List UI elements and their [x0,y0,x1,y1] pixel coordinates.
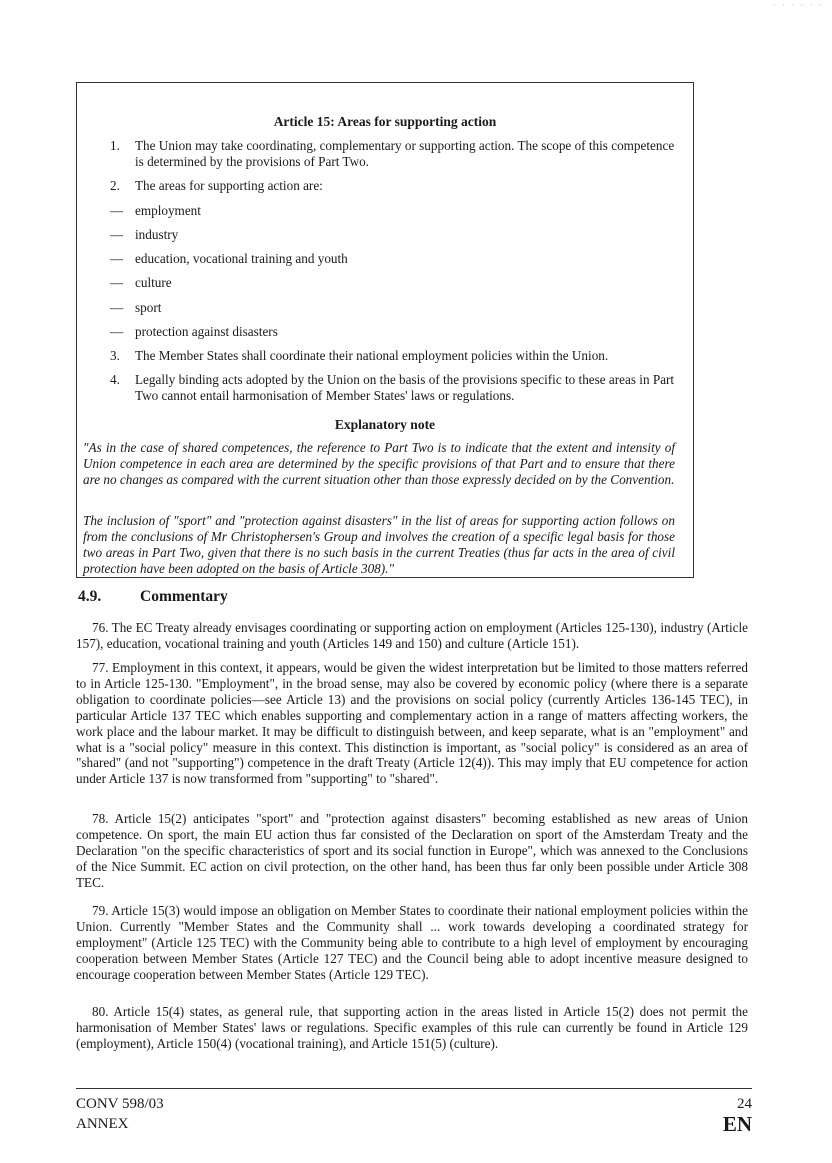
section-heading [78,588,228,606]
document-reference: CONV 598/03 [76,1096,164,1112]
point-text: The areas for supporting action are: [135,178,323,193]
area-text: employment [135,203,201,218]
dash-mark: — [110,275,124,290]
explanatory-note-para: The inclusion of "sport" and "protection against disasters" in the list of areas for supporting action follows on from the conclusions of Mr Christophersen's Group and involves the creation of a specific legal basis for those two areas in Part Two, given that there is no such basis in the current Treaties (thus far acts in the area of civil protection have been adopted on the basis of Article 308)." [83,513,675,576]
dash-mark: — [110,251,124,266]
area-text: culture [135,275,172,290]
area-text: education, vocational training and youth [135,251,348,266]
dash-mark: — [110,227,124,242]
scan-artifact: · · · · · · [772,0,824,10]
area-text: industry [135,227,179,242]
area-text: protection against disasters [135,324,278,339]
point-text: The Union may take coordinating, complementary or supporting action. The scope of this competence is determined by the provisions of Part Two. [135,138,675,169]
commentary-paragraph: 78. Article 15(2) anticipates "sport" and "protection against disasters" becoming established as new areas of Union competence. On sport, the main EU action thus far consisted of the Declaration on sport of the Amsterdam Treaty and the Declaration "on the specific characteristics of sport and its social function in Europe", which was annexed to the Conclusions of the Nice Summit. EC action on civil protection, on the other hand, has been thus far only been possible under Article 308 TEC. [76,811,748,890]
annex-label: ANNEX [76,1116,129,1132]
section-number: 4.9. [78,588,102,605]
commentary-paragraph: 80. Article 15(4) states, as general rule, that supporting action in the areas listed in Article 15(2) does not permit the harmonisation of Member States' laws or regulations. Specific examples of this rule can currently be found in Article 129 (employment), Article 150(4) (vocational training), and Article 151(5) (culture). [76,1004,748,1051]
point-number: 1. [110,138,120,153]
explanatory-note-title: Explanatory note [334,417,436,432]
point-number: 4. [110,372,120,387]
footer-right [723,1094,752,1134]
page-number: 24 [737,1096,752,1112]
dash-mark: — [110,300,124,315]
footer-divider [76,1088,752,1089]
commentary-paragraph: 76. The EC Treaty already envisages coordinating or supporting action on employment (Articles 125-130), industry (Article 157), education, vocational training and youth (Articles 149 and 150) and culture (Article 151). [76,620,748,651]
point-text: The Member States shall coordinate their national employment policies within the Union. [135,348,609,363]
point-number: 2. [110,178,120,193]
point-number: 3. [110,348,120,363]
dash-mark: — [110,203,124,218]
dash-mark: — [110,324,124,339]
explanatory-note-para: "As in the case of shared competences, the reference to Part Two is to indicate that the extent and intensity of Union competence in each area are determined by the specific provisions of that Part and to ensure that there are no changes as compared with the current situation other than those expressly decided on by the Convention. [83,440,675,487]
point-text: Legally binding acts adopted by the Union on the basis of the provisions specific to these areas in Part Two cannot entail harmonisation of Member States' laws or regulations. [135,372,675,403]
article-box [76,82,694,578]
footer-left [76,1094,164,1134]
article-title: Article 15: Areas for supporting action [273,114,497,129]
section-title: Commentary [140,588,228,605]
commentary-paragraph: 77. Employment in this context, it appears, would be given the widest interpretation but be limited to those matters referred to in Article 125-130. "Employment", in the broad sense, may also be covered by economic policy (where there is a separate obligation to coordinate policies—see Article 13) and the provisions on social policy (currently Articles 136-145 TEC), in particular Article 137 TEC which enables supporting and complementary action in a range of matters affecting workers, the work place and the labour market. It may be difficult to distinguish between, and keep separate, what is an "employment" and what is a "social policy" measure in this context. This distinction is important, as "social policy" is considered as an area of "shared" (and not "supporting") competence in the draft Treaty (Article 12(4)). This may imply that EU competence for action under Article 137 is now transformed from "supporting" to "shared". [76,660,748,787]
commentary-paragraph: 79. Article 15(3) would impose an obligation on Member States to coordinate their national employment policies within the Union. Currently "Member States and the Community shall ... work towards developing a coordinated strategy for employment" (Article 125 TEC) with the Community being able to contribute to a high level of employment by encouraging cooperation between Member States (Article 127 TEC) and the Council being able to adopt incentive measure designed to encourage cooperation between Member States (Article 129 TEC). [76,903,748,982]
area-text: sport [135,300,162,315]
language-code: EN [722,1112,752,1136]
